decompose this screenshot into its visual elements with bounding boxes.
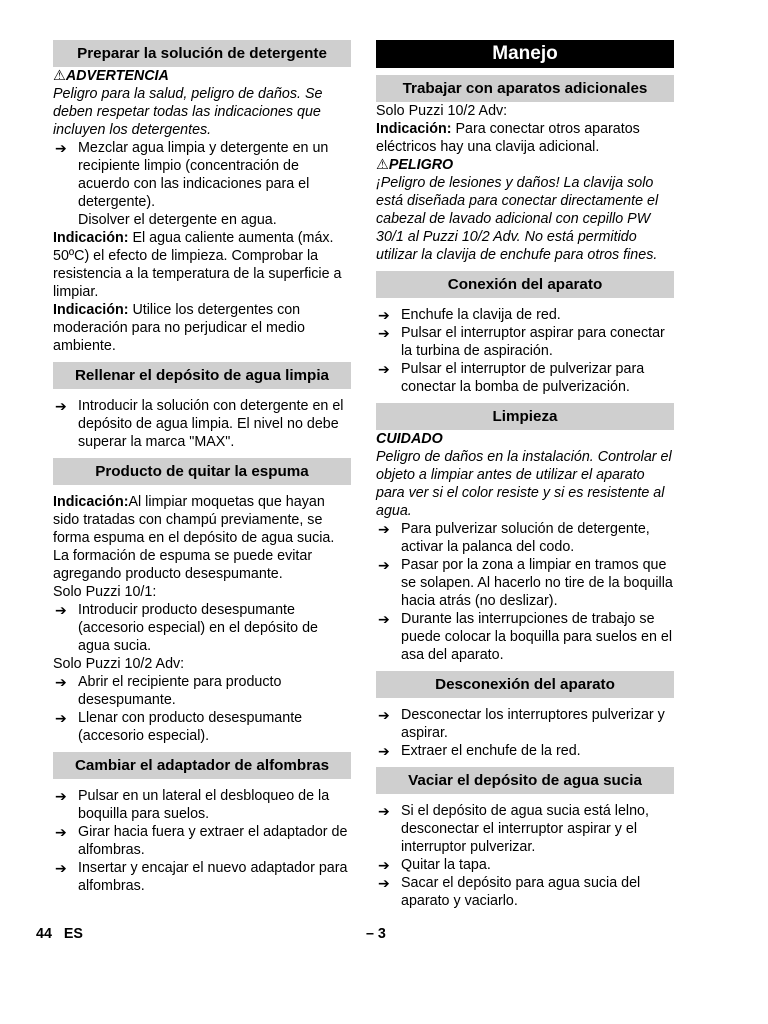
section-heading-prepare-detergent: Preparar la solución de detergente — [53, 40, 351, 67]
arrow-right-icon: ➔ — [378, 707, 390, 723]
arrow-right-icon: ➔ — [55, 824, 67, 840]
arrow-right-icon: ➔ — [55, 788, 67, 804]
list-item: ➔ Girar hacia fuera y extraer el adaptador de alfombras. — [55, 824, 348, 858]
arrow-right-icon: ➔ — [55, 674, 67, 690]
list-item: ➔ Mezclar agua limpia y detergente en un recipiente limpio (concentración de acuerdo con las indicaciones para el detergente). — [55, 140, 329, 210]
caution-heading: CUIDADO — [376, 431, 443, 447]
list-item: ➔ Desconectar los interruptores pulverizar y aspirar. — [378, 707, 665, 741]
right-column — [376, 40, 674, 910]
model-note: Solo Puzzi 10/1: — [53, 584, 157, 600]
list-item: ➔ Quitar la tapa. — [378, 857, 491, 873]
danger-text: ¡Peligro de lesiones y daños! La clavija solo está diseñada para conectar directamente el cabezal de lavado adicional con cepillo PW 30/1 al Puzzi 10/2 Adv. No está permitido utilizar la clavija de enchufe para otros fines. — [376, 175, 659, 263]
list-item: ➔ Pasar por la zona a limpiar en tramos que se solapen. Al hacerlo no tire de la boquilla hacia atrás (no deslizar). — [378, 557, 673, 609]
list-item-continuation: Disolver el detergente en agua. — [78, 212, 277, 228]
language-code: ES — [63, 926, 83, 942]
note: Indicación: El agua caliente aumenta (máx. 50ºC) el efecto de limpieza. Comprobar la resistencia a la temperatura de la superficie a limpiar. — [53, 230, 342, 300]
list-item: ➔ Si el depósito de agua sucia está lelno, desconectar el interruptor aspirar y el interruptor pulverizar. — [378, 803, 649, 855]
list-item: ➔ Sacar el depósito para agua sucia del aparato y vaciarlo. — [378, 875, 641, 909]
section-heading-disconnect-device: Desconexión del aparato — [376, 671, 674, 698]
list-item: ➔ Llenar con producto desespumante (accesorio especial). — [55, 710, 303, 744]
section-heading-change-carpet-adapter: Cambiar el adaptador de alfombras — [53, 752, 351, 779]
warning-text: Peligro para la salud, peligro de daños. Se deben respetar todas las indicaciones que incluyen los detergentes. — [53, 86, 323, 138]
arrow-right-icon: ➔ — [378, 325, 390, 341]
chapter-title: Manejo — [376, 40, 674, 68]
list-item: ➔ Pulsar el interruptor aspirar para conectar la turbina de aspiración. — [378, 325, 665, 359]
note: Indicación:Al limpiar moquetas que hayan sido tratadas con champú previamente, se forma espuma en el depósito de agua sucia. La formación de espuma se puede evitar agregando producto desespumante. — [53, 494, 335, 582]
page-footer-left — [36, 925, 83, 943]
caution-text: Peligro de daños en la instalación. Controlar el objeto a limpiar antes de utilizar el aparato para ver si el color resiste y si es resistente al agua. — [376, 449, 672, 519]
page-footer-center: – 3 — [366, 926, 386, 942]
arrow-right-icon: ➔ — [55, 710, 67, 726]
arrow-right-icon: ➔ — [378, 803, 390, 819]
section-heading-fill-clean-water: Rellenar el depósito de agua limpia — [53, 362, 351, 389]
arrow-right-icon: ➔ — [55, 140, 67, 156]
list-item: ➔ Introducir la solución con detergente en el depósito de agua limpia. El nivel no debe superar la marca "MAX". — [55, 398, 344, 450]
list-item: ➔ Para pulverizar solución de detergente, activar la palanca del codo. — [378, 521, 650, 555]
list-item: ➔ Abrir el recipiente para producto desespumante. — [55, 674, 282, 708]
section-heading-empty-dirty-water: Vaciar el depósito de agua sucia — [376, 767, 674, 794]
warning-triangle-icon: ⚠ — [53, 68, 66, 84]
arrow-right-icon: ➔ — [378, 521, 390, 537]
list-item: ➔ Enchufe la clavija de red. — [378, 307, 561, 323]
list-item: ➔ Durante las interrupciones de trabajo se puede colocar la boquilla para suelos en el asa del aparato. — [378, 611, 673, 663]
arrow-right-icon: ➔ — [55, 602, 67, 618]
arrow-right-icon: ➔ — [378, 611, 390, 627]
arrow-right-icon: ➔ — [55, 860, 67, 876]
arrow-right-icon: ➔ — [55, 398, 67, 414]
warning-heading: ⚠ADVERTENCIA — [53, 68, 169, 84]
model-note: Solo Puzzi 10/2 Adv: — [376, 103, 508, 119]
section-heading-additional-devices: Trabajar con aparatos adicionales — [376, 75, 674, 102]
warning-triangle-icon: ⚠ — [376, 157, 389, 173]
section-heading-connect-device: Conexión del aparato — [376, 271, 674, 298]
arrow-right-icon: ➔ — [378, 857, 390, 873]
section-heading-cleaning: Limpieza — [376, 403, 674, 430]
left-column — [53, 40, 351, 895]
arrow-right-icon: ➔ — [378, 307, 390, 323]
arrow-right-icon: ➔ — [378, 557, 390, 573]
note: Indicación: Utilice los detergentes con moderación para no perjudicar el medio ambiente. — [53, 302, 305, 354]
danger-heading: ⚠PELIGRO — [376, 157, 454, 173]
arrow-right-icon: ➔ — [378, 875, 390, 891]
page-number: 44 — [36, 926, 52, 942]
arrow-right-icon: ➔ — [378, 743, 390, 759]
arrow-right-icon: ➔ — [378, 361, 390, 377]
list-item: ➔ Insertar y encajar el nuevo adaptador para alfombras. — [55, 860, 348, 894]
model-note: Solo Puzzi 10/2 Adv: — [53, 656, 185, 672]
list-item: ➔ Pulsar el interruptor de pulverizar para conectar la bomba de pulverización. — [378, 361, 645, 395]
section-heading-defoamer: Producto de quitar la espuma — [53, 458, 351, 485]
note: Indicación: Para conectar otros aparatos eléctricos hay una clavija adicional. — [376, 121, 640, 155]
list-item: ➔ Extraer el enchufe de la red. — [378, 743, 581, 759]
list-item: ➔ Introducir producto desespumante (accesorio especial) en el depósito de agua sucia. — [55, 602, 319, 654]
list-item: ➔ Pulsar en un lateral el desbloqueo de la boquilla para suelos. — [55, 788, 330, 822]
